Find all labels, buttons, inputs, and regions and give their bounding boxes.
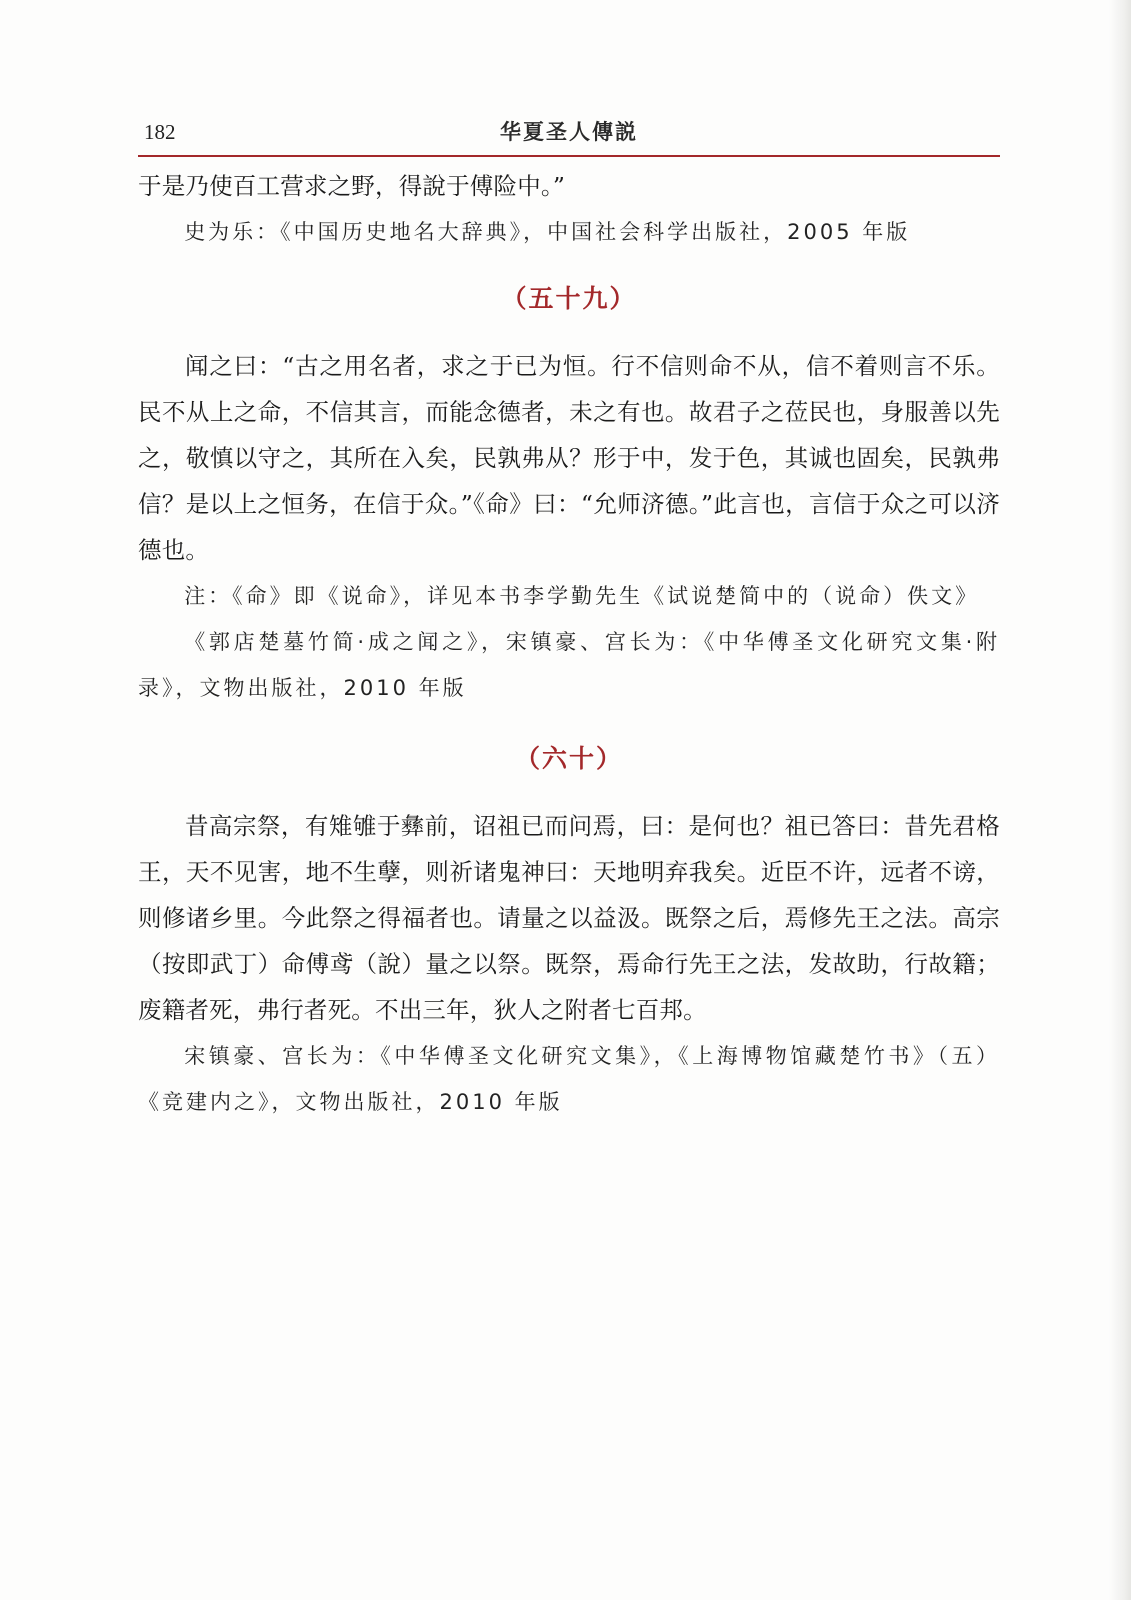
- page-edge-shadow: [1109, 0, 1131, 1600]
- page-body: [138, 163, 1000, 1125]
- body-paragraph: 于是乃使百工营求之野，得說于傅险中。”: [138, 172, 566, 200]
- body-paragraph: 昔高宗祭，有雉雊于彝前，诏祖已而问焉，曰：是何也？祖已答曰：昔先君格王，天不见害，地不生孽，则祈诸鬼神曰：天地明弃我矣。近臣不许，远者不谤，则修诸乡里。今此祭之得福者也。请量之以益汲。既祭之后，焉修先王之法。高宗（按即武丁）命傅鸢（說）量之以祭。既祭，焉命行先王之法，发故助，行故籍；废籍者死，弗行者死。不出三年，狄人之附者七百邦。: [138, 812, 1000, 1024]
- page-header: [138, 112, 1000, 158]
- citation: 史为乐：《中国历史地名大辞典》，中国社会科学出版社，2005 年版: [184, 220, 911, 244]
- header-rule: [138, 155, 1000, 157]
- section-heading: （六十）: [514, 744, 623, 773]
- body-paragraph: 闻之曰：“古之用名者，求之于已为恒。行不信则命不从，信不着则言不乐。民不从上之命，不信其言，而能念德者，未之有也。故君子之莅民也，身服善以先之，敬慎以守之，其所在入矣，民孰弗从？形于中，发于色，其诚也固矣，民孰弗信？是以上之恒务，在信于众。”《命》曰：“允师济德。”此言也，言信于众之可以济德也。: [138, 352, 1000, 564]
- section-heading: （五十九）: [501, 284, 637, 313]
- citation: 《郭店楚墓竹简·成之闻之》，宋镇豪、宫长为：《中华傅圣文化研究文集·附录》，文物出版社，2010 年版: [138, 630, 1000, 700]
- note: 注：《命》即《说命》，详见本书李学勤先生《试说楚简中的（说命）佚文》: [184, 584, 980, 608]
- page-number: 182: [144, 120, 176, 144]
- citation: 宋镇豪、宫长为：《中华傅圣文化研究文集》，《上海博物馆藏楚竹书》（五）《竞建内之》，文物出版社，2010 年版: [138, 1044, 1000, 1114]
- running-title: 华夏圣人傳説: [500, 120, 638, 144]
